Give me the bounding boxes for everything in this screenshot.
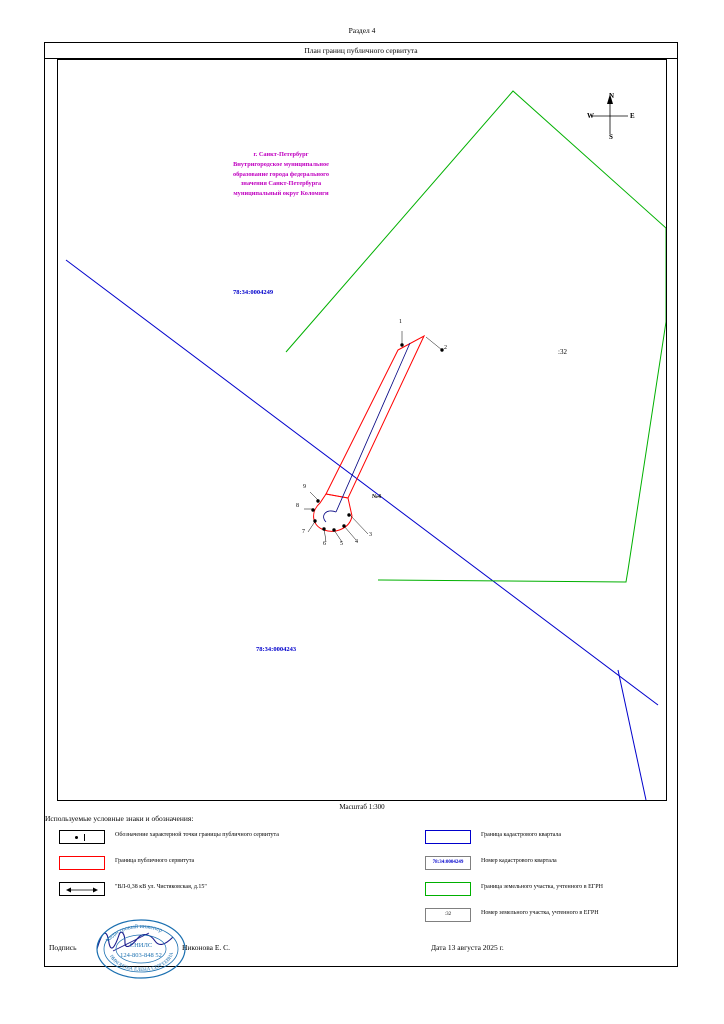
- map-scale: Масштаб 1:300: [339, 803, 385, 811]
- notary-stamp: [93, 917, 189, 981]
- leader-3: [350, 515, 368, 534]
- parcel-number-icon: [425, 908, 471, 922]
- point-marker-6: [322, 527, 325, 530]
- legend-item: [425, 828, 675, 854]
- point-marker-1: [400, 343, 403, 346]
- compass-north-label: N: [609, 92, 615, 100]
- legend-item-label: Номер земельного участка, учтенного в ЕГРН: [481, 910, 599, 916]
- quarter-number-icon: [425, 856, 471, 870]
- frame-title: План границ публичного сервитута: [45, 43, 677, 59]
- map-graphics: [58, 60, 666, 800]
- servitude-border-icon: [59, 856, 105, 870]
- point-label-1: 1: [399, 319, 402, 325]
- document-frame: [44, 42, 678, 974]
- svg-text:НИКОНОВА ЕЛЕНА СЕРГЕЕВНА: НИКОНОВА ЕЛЕНА СЕРГЕЕВНА: [108, 951, 175, 974]
- point-marker-8: [311, 508, 314, 511]
- point-marker-9: [316, 499, 319, 502]
- legend-item-label: Граница кадастрового квартала: [481, 832, 562, 838]
- municipality-city: г. Санкт-Петербург: [253, 151, 309, 158]
- legend-item: [59, 828, 389, 854]
- leader-4: [344, 526, 356, 540]
- point-label-2: 2: [444, 345, 447, 351]
- map-canvas: [57, 59, 667, 801]
- point-marker-3: [347, 513, 350, 516]
- quarter-number-value: 78:34:0004249: [425, 856, 471, 870]
- quarter-border-icon: [425, 830, 471, 844]
- signature-row: [45, 924, 679, 974]
- power-line-axis-curve: [324, 511, 336, 522]
- cadastral-quarter-label-top: 78:34:0004249: [233, 289, 274, 296]
- point-label-5: 5: [340, 541, 343, 547]
- municipality-line-2: образование города федерального: [232, 170, 330, 178]
- point-label-9: 9: [303, 484, 306, 490]
- municipality-line-1: Внутригородское муниципальное: [233, 160, 329, 168]
- compass-east-label: E: [630, 112, 635, 120]
- servitude-polygon: [326, 336, 424, 498]
- power-line-axis: [336, 343, 410, 512]
- compass-west-label: W: [587, 112, 594, 120]
- signature-label: Подпись: [49, 943, 77, 952]
- legend-item-label: Граница публичного сервитута: [115, 858, 195, 864]
- legend-item: [425, 906, 675, 932]
- legend-title: Используемые условные знаки и обозначения:: [45, 814, 194, 823]
- point-label-7: 7: [302, 529, 305, 535]
- power-line-icon: [59, 882, 105, 896]
- parcel-border-icon: [425, 882, 471, 896]
- legend-item: [59, 854, 389, 880]
- parcel-number-label: :32: [558, 348, 567, 356]
- point-marker-7: [313, 519, 316, 522]
- municipality-line-4: муниципальный округ Коломяги: [233, 190, 329, 197]
- svg-text:СНИЛС: СНИЛС: [129, 942, 153, 949]
- point-label-3: 3: [369, 532, 372, 538]
- parcel-number-value: :32: [425, 908, 471, 922]
- svg-text:Кадастровый инженер: Кадастровый инженер: [105, 924, 163, 944]
- legend-item: [59, 880, 389, 906]
- legend-item-label: Граница земельного участка, учтенного в ЕГРН: [481, 884, 603, 890]
- point-marker-5: [332, 528, 335, 531]
- signatory-name: Никонова Е. С.: [182, 943, 231, 952]
- legend-column-right: [425, 828, 675, 932]
- municipality-line-3: значения Санкт-Петербурга: [240, 180, 322, 188]
- point-label-8: 8: [296, 503, 299, 509]
- legend-item: [425, 854, 675, 880]
- leader-9: [310, 492, 318, 500]
- legend-column-left: [59, 828, 389, 906]
- legend-item-label: "ВЛ-0,38 кВ ул. Чистяковская, д.15": [115, 884, 207, 890]
- signature-date: Дата 13 августа 2025 г.: [431, 943, 504, 952]
- characteristic-point-icon: [59, 830, 105, 844]
- cadastral-quarter-label-bottom: 78:34:0004243: [256, 646, 297, 653]
- legend-item-label: Номер кадастрового квартала: [481, 858, 557, 864]
- leader-2: [426, 337, 442, 350]
- svg-text:124-803-848 52: 124-803-848 52: [120, 952, 162, 959]
- servitude-label: №4: [372, 494, 382, 500]
- legend-item: [425, 880, 675, 906]
- section-title: Раздел 4: [348, 26, 376, 35]
- compass-rose: [582, 92, 642, 144]
- point-label-4: 4: [355, 539, 358, 545]
- municipality-label: [201, 150, 361, 199]
- quarter-boundary-branch: [618, 670, 646, 800]
- quarter-boundary-line: [66, 260, 658, 705]
- compass-south-label: S: [609, 133, 613, 141]
- servitude-end-cap: [314, 494, 352, 531]
- legend-item-label: Обозначение характерной точки границы публичного сервитута: [115, 832, 279, 838]
- point-label-6: 6: [323, 541, 326, 547]
- point-marker-4: [342, 524, 345, 527]
